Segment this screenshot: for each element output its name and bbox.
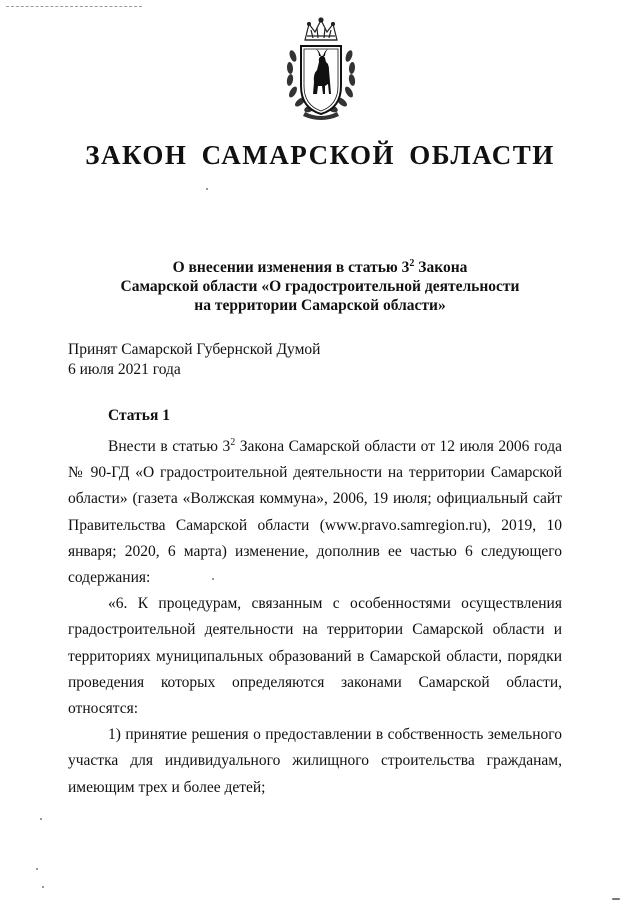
article-paragraph-1 xyxy=(68,434,562,591)
subtitle-line-3: на территории Самарской области» xyxy=(194,297,446,315)
scan-speck xyxy=(212,578,214,580)
subtitle-line-1-text: О внесении изменения в статью 3 xyxy=(172,259,410,277)
adoption-note xyxy=(68,340,320,380)
article-paragraph-3: 1) принятие решения о предоставлении в собственность земельного участка для индивидуального жилищного строительства гражданам, имеющим трех и более детей; xyxy=(68,726,562,796)
law-subtitle xyxy=(80,254,560,315)
scan-speck xyxy=(40,818,42,820)
adoption-body: Принят Самарской Губернской Думой xyxy=(68,341,321,358)
subtitle-line-1-tail: Закона xyxy=(414,259,468,277)
subtitle-line-1 xyxy=(80,254,560,277)
paragraph-1-lead: Внести в статью 3 xyxy=(108,438,231,455)
scan-speck xyxy=(42,886,44,888)
samara-coat-of-arms-icon xyxy=(283,16,359,124)
subtitle-superscript: 2 xyxy=(409,258,415,269)
adoption-date: 6 июля 2021 года xyxy=(68,361,181,378)
top-edge-mark xyxy=(6,6,142,7)
subtitle-line-2: Самарской области «О градостроительной деятельности xyxy=(120,278,520,296)
article-heading: Статья 1 xyxy=(108,407,170,424)
scan-speck xyxy=(36,868,38,870)
law-title: ЗАКОН САМАРСКОЙ ОБЛАСТИ xyxy=(85,140,555,170)
article-paragraph-2: «6. К процедурам, связанным с особенностями осуществления градостроительной деятельности на территории Самарской области и территориях муниципальных образований в Самарской области, порядки проведения которых определяются законами Самарской области, относятся: xyxy=(68,595,562,718)
paragraph-1-rest: Закона Самарской области от 12 июля 2006 года № 90-ГД «О градостроительной деятельности на территории Самарской области» (газета «Волжская коммуна», 2006, 19 июля; официальный сайт Правительства Самарской области (www.pravo.samregion.ru), 2019, 10 января; 2020, 6 марта) изменение, дополнив ее частью 6 следующего содержания: xyxy=(68,438,562,587)
paragraph-1-superscript: 2 xyxy=(230,436,236,448)
scan-speck xyxy=(206,188,208,190)
article-body xyxy=(68,434,562,801)
scan-speck xyxy=(612,898,620,900)
